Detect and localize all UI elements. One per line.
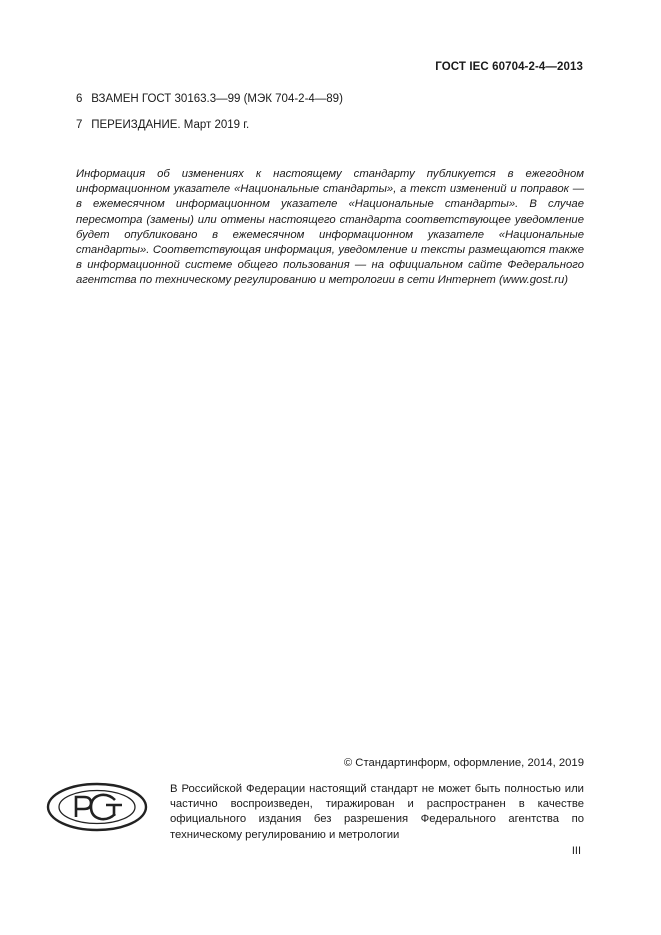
amendments-note: Информация об изменениях к настоящему стандарту публикуется в ежегодном информационном указателе «Национальные стандарты», а текст изменений и поправок — в ежемесячном информационном указателе «Национальные стандарты». В случае пересмотра (замены) или отмены настоящего стандарта соответствующее уведомление будет опубликовано в ежемесячном информационном указателе «Национальные стандарты». Соответствующая информация, уведомление и тексты размещаются также в информационной системе общего пользования — на официальном сайте Федерального агентства по техническому регулированию и метрологии в сети Интернет (www.gost.ru) [76, 168, 584, 287]
list-item [76, 93, 343, 105]
item-number: 7 [76, 119, 83, 131]
legal-notice: В Российской Федерации настоящий стандарт не может быть полностью или частично воспроизведен, тиражирован и распространен в качестве официального издания без разрешения Федерального агентства по техническому регулированию и метрологии [170, 783, 584, 841]
copyright-line: © Стандартинформ, оформление, 2014, 2019 [343, 757, 584, 769]
item-number: 6 [76, 93, 83, 105]
standard-code: ГОСТ IEC 60704-2-4—2013 [435, 61, 583, 73]
rst-certification-mark-icon [46, 782, 148, 832]
item-text: ВЗАМЕН ГОСТ 30163.3—99 (МЭК 704-2-4—89) [91, 93, 343, 105]
page-number: III [571, 845, 581, 857]
list-item [76, 119, 249, 131]
item-text: ПЕРЕИЗДАНИЕ. Март 2019 г. [91, 119, 250, 131]
